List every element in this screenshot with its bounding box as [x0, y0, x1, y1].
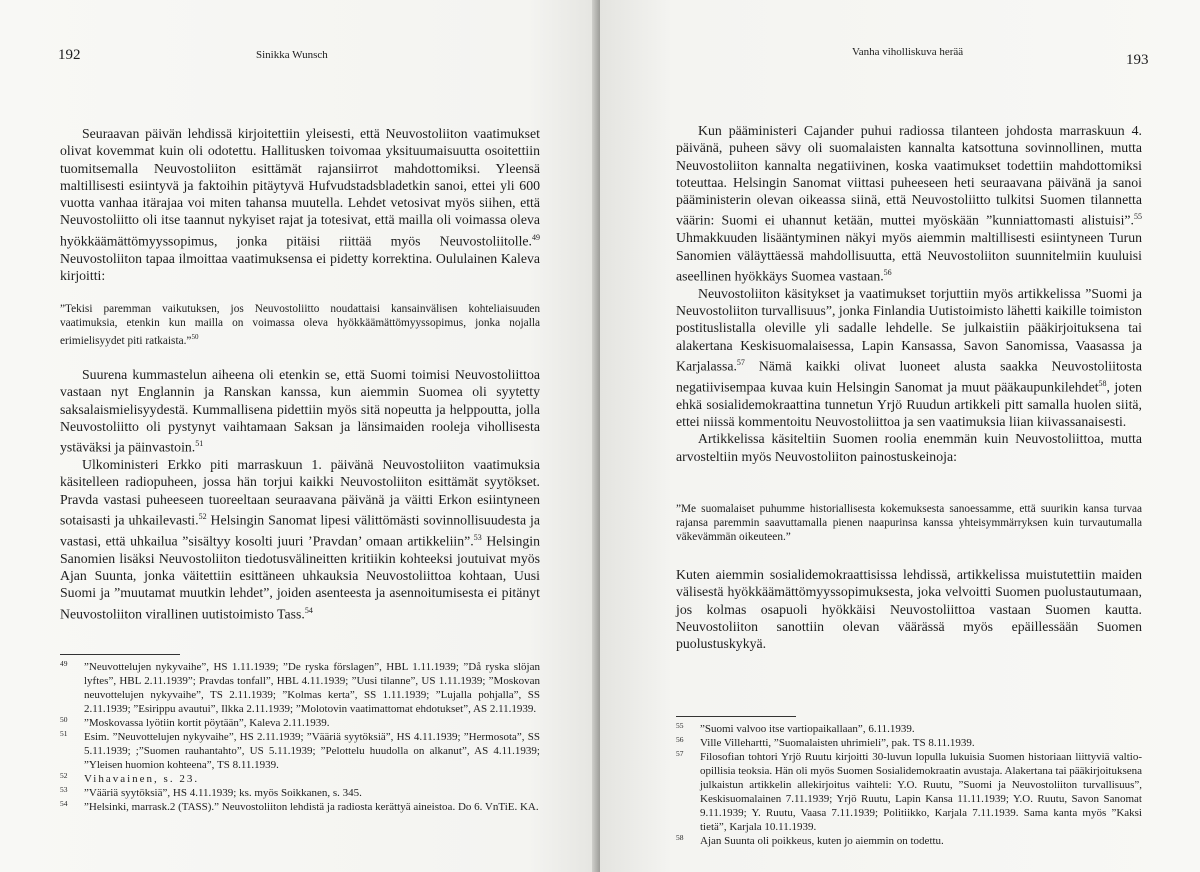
- footnote-ref-54: 54: [304, 605, 313, 615]
- left-body-top: [60, 125, 540, 284]
- footnote-51: 51 Esim. ”Neuvottelujen nykyvaihe”, HS 2.11.1939; ”Vääriä syytöksiä”, HS 4.11.1939; ”Hermosota”, SS 5.11.1939; ;”Suomen rauhantahto”, US 5.11.1939; ”Pelottelu huudolla on alkanut”, AS 4.11.1939; ”Yleisen huomion kohteena”, TS 8.11.1939.: [60, 729, 540, 771]
- left-footnotes: [60, 660, 540, 814]
- footnote-ref-57: 57: [736, 358, 745, 368]
- left-paragraph-1: Seuraavan päivän lehdissä kirjoitettiin yleisesti, että Neuvostoliiton vaatimukset olivat kovemmat kuin oli odotettu. Hallitusken toivomaa yksituumaisuutta osoitettiin tuomitsemalla Neuvostoliiton esittämät rajansiirrot mahdottomiksi. Yleensä maltillisesti esiintyvä ja faktoihin pitäytyvä Hufvudstadsbladetkin sanoi, ettei yli 600 vuotta vanhaa itärajaa voi miten tahansa muutella. Lehdet vetosivat myös siihen, että Neuvostoliitto oli itse taannut nykyiset rajat ja totesivat, että mailla oli voimassa oleva hyökkäämättömyyssopimus, jonka pitäisi riittää myös Neuvostoliitolle.$^{49}$ Neuvostoliiton tapaa ilmoittaa vaatimuksensa ei pidetty korrektina. Oululainen Kaleva kirjoitti:: [60, 126, 540, 283]
- right-block-quote: ”Me suomalaiset puhumme historiallisesta kokemuksesta sanoessamme, että suurikin kansa turvaa rajansa paremmin saavuttamalla pienen naapurinsa kanssa yhteisymmärryksen kuin turvautumalla väkevämmän oikeuteen.”: [676, 503, 1142, 544]
- page-number-right: 193: [1126, 52, 1149, 68]
- right-footnotes: [676, 722, 1142, 848]
- right-paragraph-2: Neuvostoliiton käsitykset ja vaatimukset torjuttiin myös artikkelissa ”Suomi ja Neuvostoliiton turvallisuus”, jonka Finlandia Uutistoimisto lähetti kaikille toimiston postituslistalla oleville yli sadalle lehdelle. Se julkaistiin pääkirjoituksena tai alakertana Keskisuomalaisessa, Lapin Kansassa, Savon Sanomissa, Vaasassa ja Karjalassa.$^{57}$ Nämä kaikki olivat luoneet alusta saakka Neuvostoliitosta negatiivisempaa kuvaa kuin Helsingin Sanomat ja muut pääkaupunkilehdet$^{58}$, joten ehkä sosialidemokraattina tunnetun Yrjö Ruudun artikkeli pitt samalla huolen siitä, ettei niissä kommentoitu Neuvostoliittoa ja sen vaatimuksia liian kiivassanaisesti.: [676, 285, 1142, 430]
- left-block-quote: ”Tekisi paremman vaikutuksen, jos Neuvostoliitto noudattaisi kansainvälisen kohteliaisuuden vaatimuksia, etenkin kun mailla on voimassa oleva hyökkäämättömyyssopimus, jonka nojalla erimielisyydet piti ratkaista.”$^{50}$: [60, 303, 540, 348]
- right-body-bottom: [676, 566, 1142, 652]
- page-number-left: 192: [58, 47, 81, 63]
- footnote-rule-left: [60, 654, 180, 655]
- left-paragraph-2: Suurena kummastelun aiheena oli etenkin se, että Suomi toimisi Neuvostoliittoa vastaan nyt Englannin ja Ranskan kanssa, kun aiemmin Suomea oli syytetty saksalaismielisyydestä. Kummallisena pidettiin myös sitä nopeutta ja helppoutta, jolla Neuvostoliitto oli pystynyt vaihtamaan Saksan ja länsimaiden rooleja vihollisesta ystäväksi ja päinvastoin.$^{51}$: [60, 367, 540, 455]
- footnote-ref-51: 51: [195, 439, 204, 449]
- left-paragraph-3: Ulkoministeri Erkko piti marraskuun 1. päivänä Neuvostoliiton vaatimuksia käsitelleen radiopuheen, jossa hän torjui kaikki Neuvostoliiton esittämät syytökset. Pravda vastasi puheeseen tuoreeltaan seuraavana päivänä ja väitti Erkon esiintyneen sotaisasti ja uhkailevasti.$^{52}$ Helsingin Sanomat lipesi välittömästi sovinnollisuudesta ja vastasi, että uhkailua ”sisältyy kosolti juuri ’Pravdan’ omaan artikkeliin”.$^{53}$ Helsingin Sanomien lisäksi Neuvostoliiton tiedotusvälineitten kritiikin kohteeksi joutuivat myös Ajan Suunta, jonka väitettiin esittäneen uhkauksia Neuvostoliittoa kohtaan, Uusi Suomi ja ”muutamat muutkin lehdet”, joiden asenteesta ja asennoitumisesta ei pitänyt Neuvostoliiton virallinen uutistoimisto Tass.$^{54}$: [60, 457, 540, 622]
- footnote-50: 50 ”Moskovassa lyötiin kortit pöytään”, Kaleva 2.11.1939.: [60, 715, 330, 729]
- right-paragraph-1: Kun pääministeri Cajander puhui radiossa tilanteen johdosta marraskuun 4. päivänä, puheen sävy oli suomalaisten kannalta katsottuna sovinnollinen, mutta Neuvostoliiton kannalta negatiivinen, koska vaatimukset todettiin mahdottomiksi toteuttaa. Helsingin Sanomat viittasi puheeseen heti seuraavana päivänä ja sanoi pääministerin olevan oikeassa siinä, että Neuvostoliitto tulkitsi Suomen tilannetta väärin: Suomi ei uhannut ketään, muttei myöskään ”kunniattomasti alistuisi”.$^{55}$ Uhmakkuuden lisääntyminen näkyi myös aiemmin maltillisesti esiintyneen Turun Sanomien väläyttäessä mahdollisuutta, että Neuvostoliiton suunnitelmiin kuuluisi aseellinen hyökkäys Suomea vastaan.$^{56}$: [676, 123, 1142, 284]
- footnote-58: 58 Ajan Suunta oli poikkeus, kuten jo aiemmin on todettu.: [676, 833, 944, 847]
- running-head-left: Sinikka Wunsch: [256, 49, 328, 61]
- footnote-ref-53: 53: [473, 532, 482, 542]
- right-paragraph-3: Artikkelissa käsiteltiin Suomen roolia enemmän kuin Neuvostoliittoa, mutta arvosteltiin myös Neuvostoliiton painostuskeinoja:: [676, 431, 1142, 464]
- footnote-ref-49: 49: [532, 232, 540, 242]
- footnote-ref-55: 55: [1134, 212, 1142, 222]
- right-body-top: [676, 122, 1142, 465]
- footnote-53: 53 ”Vääriä syytöksiä”, HS 4.11.1939; ks. myös Soikkanen, s. 345.: [60, 785, 362, 799]
- footnote-52: 52 Vihavainen, s. 23.: [60, 771, 200, 785]
- running-head-right: Vanha viholliskuva herää: [852, 46, 964, 58]
- left-body-bottom: [60, 366, 540, 623]
- footnote-ref-50: 50: [191, 333, 199, 342]
- footnote-ref-56: 56: [883, 267, 892, 277]
- footnote-ref-52: 52: [198, 511, 207, 521]
- right-page: [600, 0, 1200, 872]
- footnote-49: 49 ”Neuvottelujen nykyvaihe”, HS 1.11.1939; ”De ryska förslagen”, HBL 1.11.1939; ”Då ryska slöjan lyftes”, HBL 2.11.1939”; Pravdas tonfall”, HBL 4.11.1939; ”Uusi tilanne”, US 1.11.1939; ”Moskovan neuvottelujen nykyvaihe”, TS 2.11.1939; ”Kolmas kerta”, SS 1.11.1939; ”Lujalla pohjalla”, SS 2.11.1939; ”Esirippu avautui”, Ilkka 2.11.1939; ”Molotovin vaatimattomat ehdotukset”, AS 2.11.1939.: [60, 659, 540, 715]
- footnote-55: 55 ”Suomi valvoo itse vartiopaikallaan”, 6.11.1939.: [676, 721, 915, 735]
- footnote-57: 57 Filosofian tohtori Yrjö Ruutu kirjoitti 30-luvun lopulla lukuisia Suomen historiaan liittyviä valtio-opillisia teoksia. Hän oli myös Suomen Sosialidemokraatin avustaja. Alakertana tai pääkirjoituksena julkaistun artikkelin allekirjoitus vaihteli: Y.O. Ruutu, ”Suomi ja Neuvostoliiton turvallisuus”, Keskisuomalainen 7.11.1939; Yrjö Ruutu, Lapin Kansa 11.11.1939; Y.O. Ruutu, Savon Sanomat 9.11.1939; Y. Ruutu, Vaasa 7.11.1939; Politiikko, Karjala 7.11.1939. Sama kanta myös ”Kaksi tietä”, Karjala 10.11.1939.: [676, 749, 1142, 833]
- footnote-rule-right: [676, 716, 796, 717]
- footnote-54: 54 ”Helsinki, marrask.2 (TASS).” Neuvostoliiton lehdistä ja radiosta kerättyä aineistoa. Do 6. VnTiE. KA.: [60, 799, 539, 813]
- footnote-ref-58: 58: [1098, 378, 1107, 388]
- footnote-56: 56 Ville Villehartti, ”Suomalaisten uhrimieli”, pak. TS 8.11.1939.: [676, 735, 975, 749]
- right-paragraph-4: Kuten aiemmin sosialidemokraattisissa lehdissä, artikkelissa muistutettiin maiden välisestä hyökkäämättömyyssopimuksesta, joka velvoitti Suomen puolustautumaan, jos kolmas osapuoli hyökkäisi Neuvostoliittoa vastaan Suomen kautta. Neuvostoliiton sanottiin olevan väärässä myös epäillessään Suomen puolustuskykyä.: [676, 567, 1142, 652]
